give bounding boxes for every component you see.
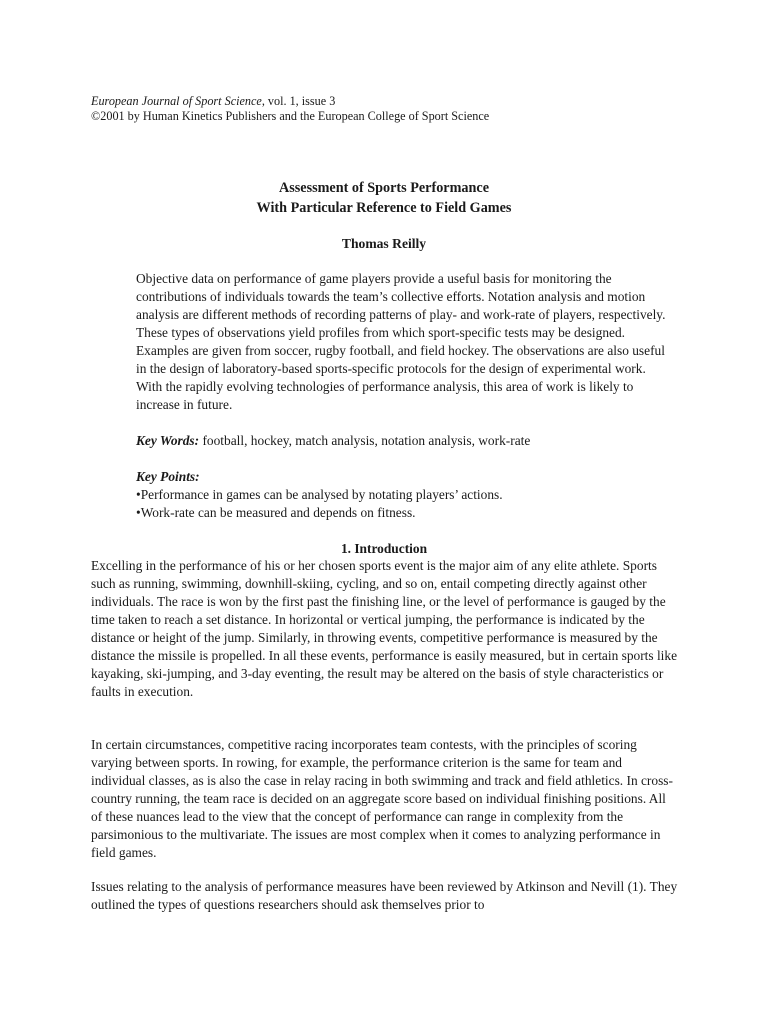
journal-volume: , vol. 1, issue 3 — [261, 94, 336, 108]
key-point-item: •Performance in games can be analysed by notating players’ actions. — [136, 487, 503, 502]
journal-citation — [91, 94, 691, 109]
body-paragraph: Issues relating to the analysis of performance measures have been reviewed by Atkinson and Nevill (1). They outlined the types of questions researchers should ask themselves prior to — [91, 879, 678, 912]
key-points-label: Key Points: — [136, 469, 200, 484]
key-point-item: •Work-rate can be measured and depends on fitness. — [136, 505, 416, 520]
title-line-2: With Particular Reference to Field Games — [256, 200, 512, 216]
journal-header — [91, 94, 691, 124]
copyright-line: ©2001 by Human Kinetics Publishers and the European College of Sport Science — [91, 109, 490, 123]
key-points — [136, 468, 666, 522]
abstract: Objective data on performance of game players provide a useful basis for monitoring the contributions of individuals towards the team’s collective efforts. Notation analysis and motion analysis are different methods of recording patterns of play- and work-rate of players, respectively. These types of observations yield profiles from which sport-specific tests may be designed. Examples are given from soccer, rugby football, and field hockey. The observations are also useful in the design of laboratory-based sports-specific protocols for the design of experimental work. With the rapidly evolving technologies of performance analysis, this area of work is likely to increase in future. — [136, 271, 666, 412]
body-paragraph: Excelling in the performance of his or her chosen sports event is the major aim of any elite athlete. Sports such as running, swimming, downhill-skiing, cycling, and so on, entail competing directly against other individuals. The race is won by the first past the finishing line, or the level of performance is gauged by the time taken to reach a set distance. In horizontal or vertical jumping, the performance is indicated by the distance or height of the jump. Similarly, in throwing events, competitive performance is measured by the distance the missile is propelled. In all these events, performance is easily measured, but in certain sports like kayaking, ski-jumping, and 3-day eventing, the result may be altered on the basis of style characteristics or faults in execution. — [91, 558, 678, 699]
keywords-text: football, hockey, match analysis, notation analysis, work-rate — [199, 433, 531, 448]
section-heading: 1. Introduction — [340, 541, 428, 556]
author-name: Thomas Reilly — [341, 236, 427, 251]
body-paragraph: In certain circumstances, competitive racing incorporates team contests, with the principles of scoring varying between sports. In rowing, for example, the performance criterion is the same for team and individual classes, as is also the case in relay racing in both swimming and track and field athletics. In cross-country running, the team race is decided on an aggregate score based on individual finishing positions. All of these nuances lead to the view that the concept of performance can range in complexity from the parsimonious to the multivariate. The issues are most complex when it comes to analyzing performance in field games. — [91, 737, 673, 860]
paper-title — [91, 178, 677, 218]
keywords-label: Key Words: — [136, 433, 200, 448]
journal-name: European Journal of Sport Science — [91, 94, 262, 108]
title-line-1: Assessment of Sports Performance — [278, 180, 489, 196]
keywords — [136, 432, 666, 450]
